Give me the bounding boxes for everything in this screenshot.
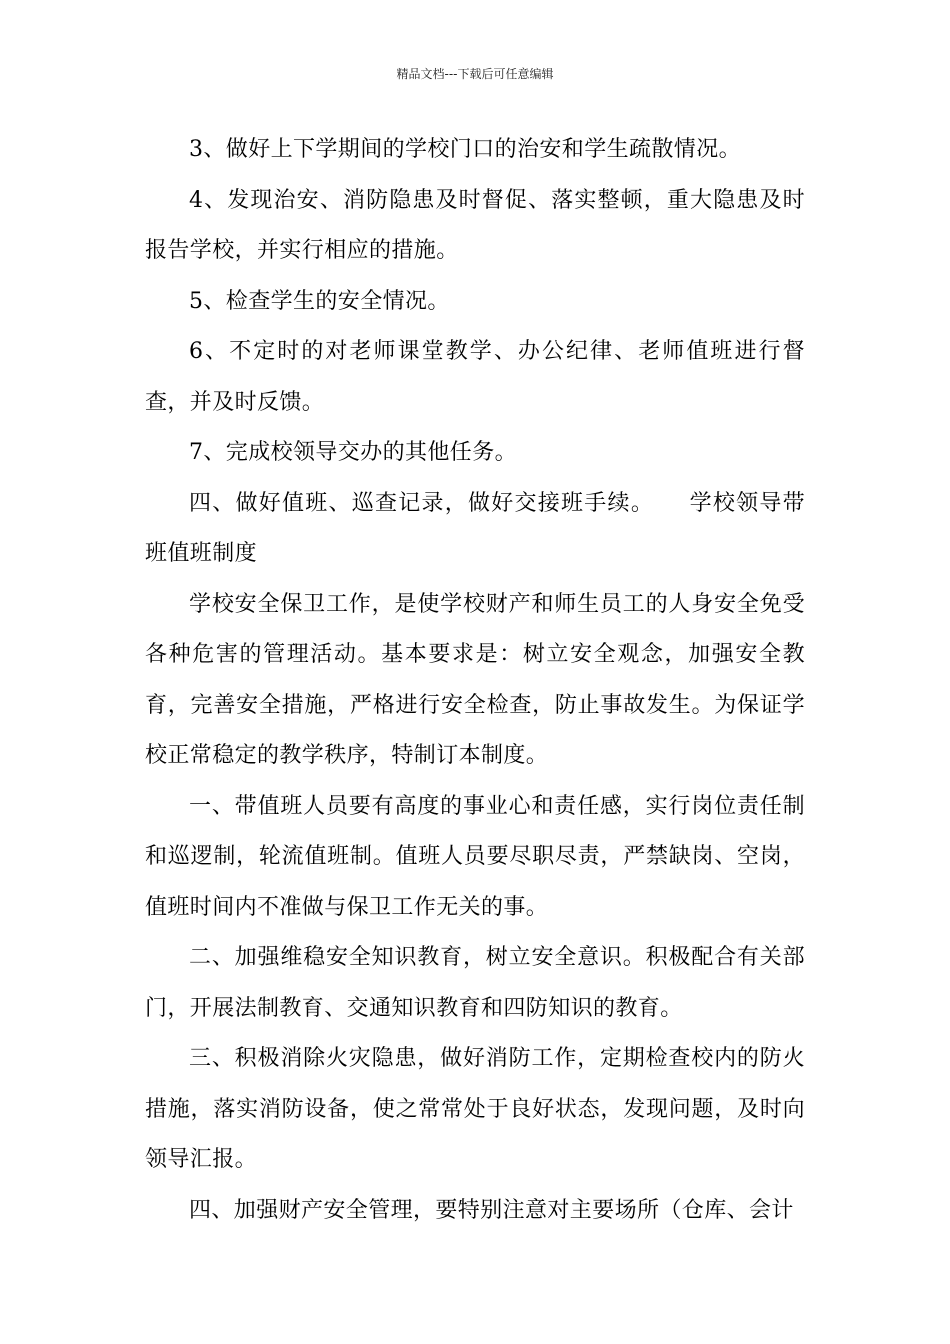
paragraph-item-3: 3、做好上下学期间的学校门口的治安和学生疏散情况。 (189, 137, 741, 162)
paragraph-item-7: 7、完成校领导交办的其他任务。 (189, 440, 517, 465)
paragraph-rule-three: 三、积极消除火灾隐患，做好消防工作，定期检查校内的防火措施，落实消防设备，使之常常处于良好状态，发现问题，及时向领导汇报。 (145, 1046, 805, 1172)
page-header: 精品文档---下载后可任意编辑 (396, 67, 554, 81)
paragraph-section-four-and-title: 四、做好值班、巡查记录，做好交接班手续。 学校领导带班值班制度 (145, 490, 805, 566)
paragraph-rule-two: 二、加强维稳安全知识教育，树立安全意识。积极配合有关部门，开展法制教育、交通知识教育和四防知识的教育。 (145, 945, 805, 1021)
document-body (145, 125, 805, 1236)
paragraph-rule-one: 一、带值班人员要有高度的事业心和责任感，实行岗位责任制和巡逻制，轮流值班制。值班人员要尽职尽责，严禁缺岗、空岗，值班时间内不准做与保卫工作无关的事。 (145, 793, 805, 920)
paragraph-intro: 学校安全保卫工作，是使学校财产和师生员工的人身安全免受各种危害的管理活动。基本要求是：树立安全观念，加强安全教育，完善安全措施，严格进行安全检查，防止事故发生。为保证学校正常稳定的教学秩序，特制订本制度。 (145, 591, 805, 768)
paragraph-item-6: 6、不定时的对老师课堂教学、办公纪律、老师值班进行督查，并及时反馈。 (145, 339, 805, 415)
paragraph-rule-four: 四、加强财产安全管理，要特别注意对主要场所（仓库、会计 (189, 1197, 794, 1223)
paragraph-item-4: 4、发现治安、消防隐患及时督促、落实整顿，重大隐患及时报告学校，并实行相应的措施。 (145, 187, 805, 263)
paragraph-item-5: 5、检查学生的安全情况。 (189, 288, 450, 314)
